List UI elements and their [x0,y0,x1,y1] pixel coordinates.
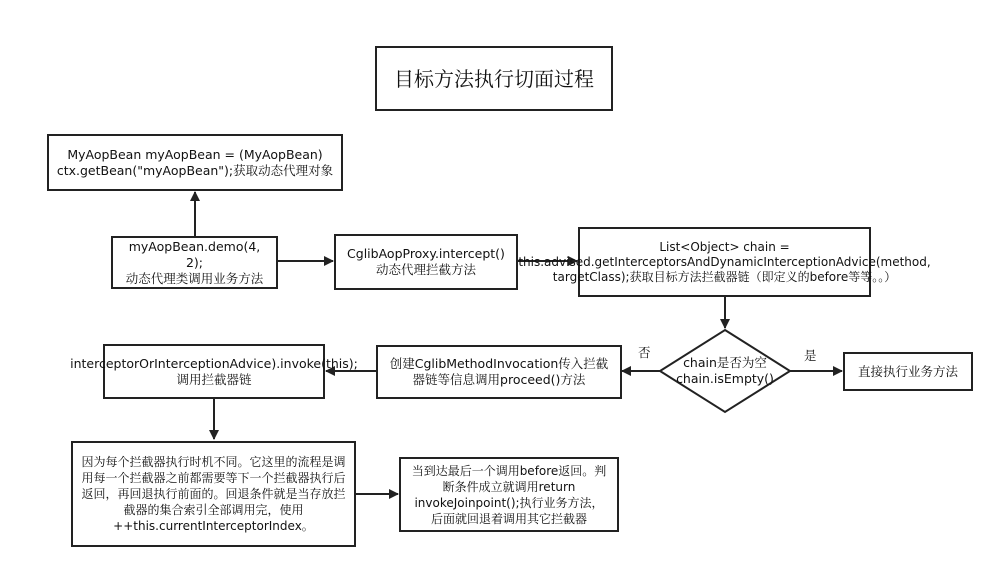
decision-line-1: chain是否为空 [683,355,767,370]
node-chain: List<Object> chain = this.advised.getInterceptorsAndDynamicInterceptionAdvice(method, targetClass);获取目标方法拦截器链（即定义的before等等。。） [578,227,871,297]
node-getbean: MyAopBean myAopBean = (MyAopBean) ctx.getBean("myAopBean");获取动态代理对象 [47,134,343,191]
diagram-title: 目标方法执行切面过程 [375,46,613,111]
node-invoke: interceptorOrInterceptionAdvice).invoke(this);调用拦截器链 [103,344,325,399]
decision-line-2: chain.isEmpty() [676,371,774,386]
node-explain: 因为每个拦截器执行时机不同。它这里的流程是调用每一个拦截器之前都需要等下一个拦截器执行后返回，再回退执行前面的。回退条件就是当存放拦截器的集合索引全部调用完，使用++this.currentInterceptorIndex。 [71,441,356,547]
edge-label-yes: 是 [804,348,817,363]
node-intercept: CglibAopProxy.intercept() 动态代理拦截方法 [334,234,518,290]
node-demo: myAopBean.demo(4, 2); 动态代理类调用业务方法 [111,236,278,289]
node-create: 创建CglibMethodInvocation传入拦截器链等信息调用proceed()方法 [376,345,622,399]
node-last: 当到达最后一个调用before返回。判断条件成立就调用return invokeJoinpoint();执行业务方法，后面就回退着调用其它拦截器 [399,457,619,532]
node-direct: 直接执行业务方法 [843,352,973,391]
edge-label-no: 否 [638,345,651,360]
decision-text [668,355,782,387]
